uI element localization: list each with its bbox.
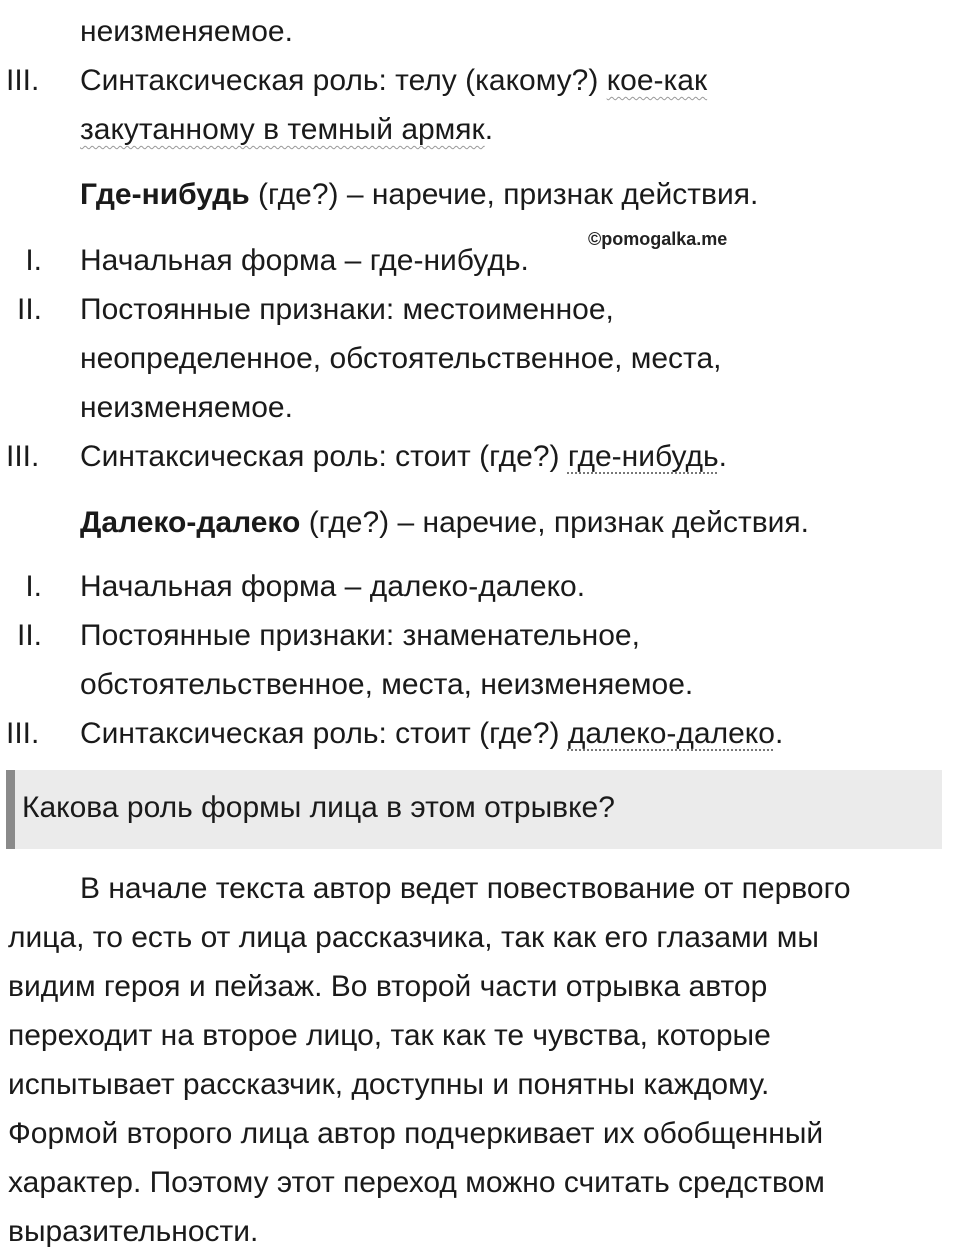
text-span: Синтаксическая роль: стоит (где?) bbox=[80, 440, 568, 473]
text-span: Синтаксическая роль: стоит (где?) bbox=[80, 717, 568, 750]
list-number: III. bbox=[6, 64, 40, 97]
heading-word: Где-нибудь bbox=[80, 178, 250, 211]
question-box bbox=[6, 770, 942, 849]
question-text: Какова роль формы лица в этом отрывке? bbox=[22, 791, 615, 824]
text-line: Постоянные признаки: местоименное, bbox=[80, 293, 614, 326]
underlined-phrase: далеко-далеко bbox=[567, 717, 775, 750]
underlined-phrase: закутанному в темный армяк bbox=[80, 113, 485, 146]
answer-line: видим героя и пейзаж. Во второй части отрывка автор bbox=[8, 970, 768, 1003]
text-line bbox=[80, 61, 707, 101]
heading-word: Далеко-далеко bbox=[80, 506, 301, 539]
question-accent-bar bbox=[6, 770, 15, 849]
text-span: . bbox=[484, 113, 494, 146]
list-number: II. bbox=[16, 293, 42, 326]
heading-rest: (где?) – наречие, признак действия. bbox=[300, 506, 809, 539]
text-line: Постоянные признаки: знаменательное, bbox=[80, 619, 640, 652]
list-number: II. bbox=[16, 619, 42, 652]
answer-line: Формой второго лица автор подчеркивает их обобщенный bbox=[8, 1117, 824, 1150]
underlined-phrase: кое-как bbox=[606, 64, 708, 97]
text-line bbox=[80, 714, 783, 754]
text-line bbox=[80, 437, 727, 477]
section-heading bbox=[80, 175, 758, 215]
list-number: III. bbox=[6, 717, 40, 750]
list-number: I. bbox=[25, 570, 42, 603]
section-heading bbox=[80, 503, 809, 543]
list-number: III. bbox=[6, 440, 40, 473]
answer-line: характер. Поэтому этот переход можно считать средством bbox=[8, 1166, 825, 1199]
text-span: . bbox=[718, 440, 727, 473]
text-span: . bbox=[774, 717, 784, 750]
text-line: Начальная форма – где-нибудь. bbox=[80, 244, 529, 277]
answer-line: лица, то есть от лица рассказчика, так как его глазами мы bbox=[8, 921, 819, 954]
text-line: Начальная форма – далеко-далеко. bbox=[80, 570, 586, 603]
answer-line: переходит на второе лицо, так как те чувства, которые bbox=[8, 1019, 771, 1052]
answer-line: В начале текста автор ведет повествование от первого bbox=[80, 872, 851, 905]
list-number: I. bbox=[25, 244, 42, 277]
heading-rest: (где?) – наречие, признак действия. bbox=[249, 178, 759, 211]
underlined-phrase: где-нибудь bbox=[567, 440, 719, 473]
text-line: обстоятельственное, места, неизменяемое. bbox=[80, 668, 694, 701]
text-span: Синтаксическая роль: телу (какому?) bbox=[80, 64, 607, 97]
text-line: неизменяемое. bbox=[80, 15, 293, 48]
watermark: ©pomogalka.me bbox=[588, 229, 728, 249]
text-line: неизменяемое. bbox=[80, 391, 293, 424]
text-line bbox=[80, 110, 493, 150]
text-line: неопределенное, обстоятельственное, места, bbox=[80, 342, 722, 375]
answer-line: испытывает рассказчик, доступны и понятны каждому. bbox=[8, 1068, 770, 1101]
answer-line: выразительности. bbox=[8, 1215, 259, 1248]
